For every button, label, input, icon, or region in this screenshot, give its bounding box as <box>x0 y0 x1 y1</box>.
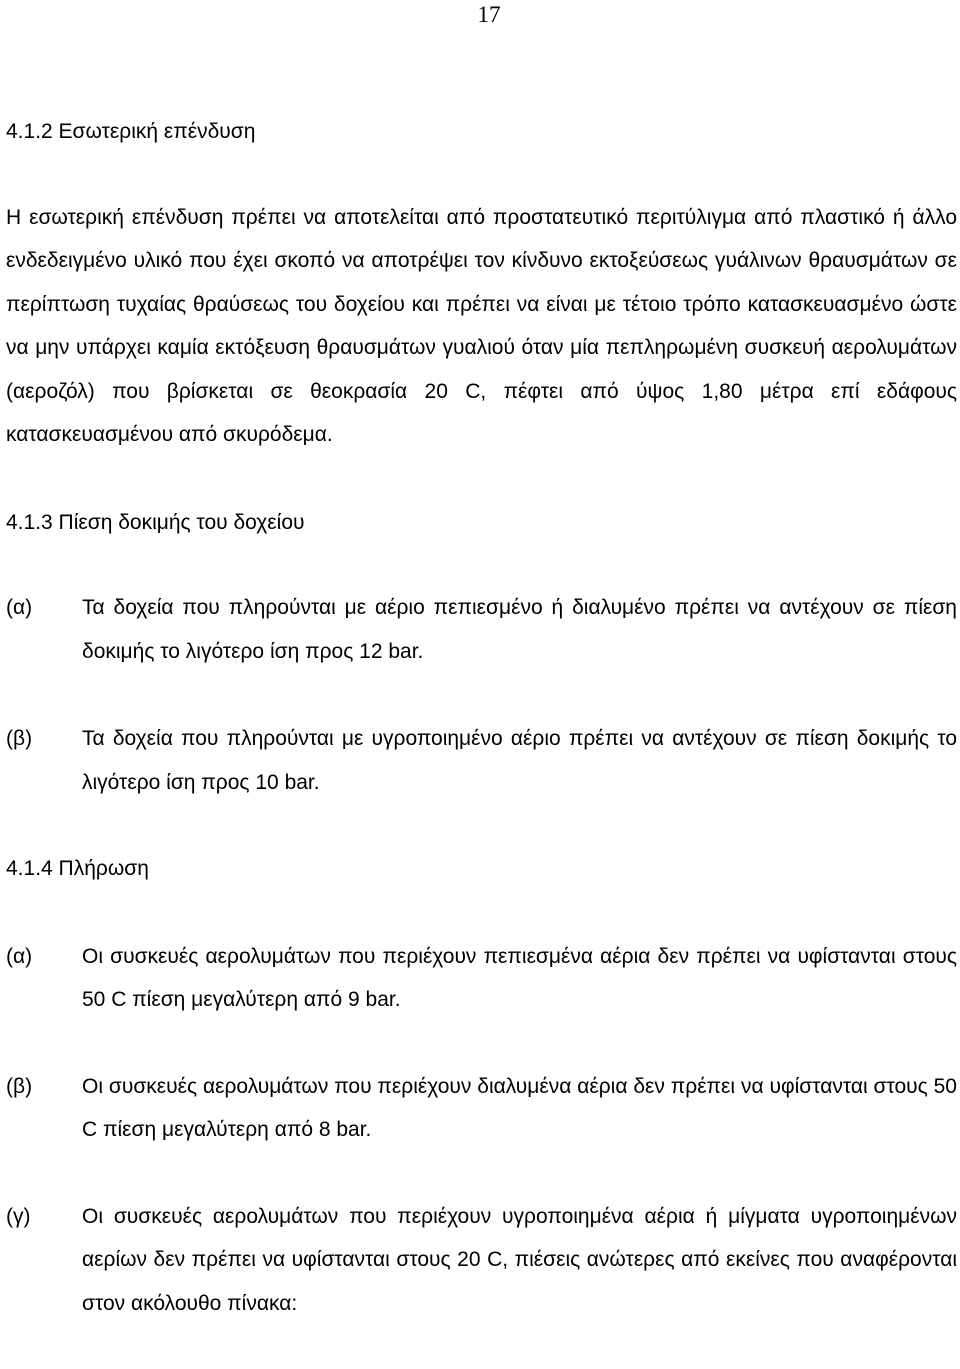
spacer <box>6 1152 957 1195</box>
list-item-label: (α) <box>6 596 33 619</box>
list-item-label: (γ) <box>6 1204 31 1228</box>
spacer <box>6 154 957 196</box>
spacer <box>6 891 957 935</box>
list-item-text: Οι συσκευές αερολυμάτων που περιέχουν υγροποιημένα αέρια ή μίγματα υγροποιημένων αερίων δεν πρέπει να υφίστανται στους 20 C, πιέσεις ανώτερες από εκείνες που αναφέρονται στον ακόλουθο πίνακα: <box>82 1204 957 1315</box>
list-item-label: (β) <box>6 1074 33 1098</box>
list-item <box>6 717 957 804</box>
section-heading-4-1-3: 4.1.3 Πίεση δοκιμής του δοχείου <box>6 510 305 534</box>
list-item <box>6 1195 957 1326</box>
spacer <box>6 544 957 586</box>
inner-lining-paragraph: Η εσωτερική επένδυση πρέπει να αποτελείται από προστατευτικό περιτύλιγμα από πλαστικό ή άλλο ενδεδειγμένο υλικό που έχει σκοπό να αποτρέψει τον κίνδυνο εκτοξεύσεως γυάλινων θραυσμάτων σε περίπτωση τυχαίας θραύσεως του δοχείου και πρέπει να είναι με τέτοιο τρόπο κατασκευασμένο ώστε να μην υπάρχει καμία εκτόξευση θραυσμάτων γυαλιού όταν μία πεπληρωμένη συσκευή αερολυμάτων (αεροζόλ) που βρίσκεται σε θεοκρασία 20 C, πέφτει από ύψος 1,80 μέτρα επί εδάφους κατασκευασμένου από σκυρόδεμα. <box>6 205 957 446</box>
list-item <box>6 1065 957 1152</box>
list-item-label: (β) <box>6 727 33 750</box>
list-item-text: Τα δοχεία που πληρούνται με υγροποιημένο αέριο πρέπει να αντέχουν σε πίεση δοκιμής το λιγότερο ίση προς 10 bar. <box>82 727 957 794</box>
list-item-text: Τα δοχεία που πληρούνται με αέριο πεπιεσμένο ή διαλυμένο πρέπει να αντέχουν σε πίεση δοκιμής το λιγότερο ίση προς 12 bar. <box>82 596 957 663</box>
spacer <box>6 804 957 847</box>
spacer <box>6 1022 957 1065</box>
list-item-text: Οι συσκευές αερολυμάτων που περιέχουν διαλυμένα αέρια δεν πρέπει να υφίστανται στους 50 C πίεση μεγαλύτερη από 8 bar. <box>82 1074 957 1141</box>
spacer <box>6 457 957 501</box>
document-body <box>6 110 957 1325</box>
list-item <box>6 935 957 1022</box>
page-number: 17 <box>477 2 501 27</box>
section-heading-4-1-2: 4.1.2 Εσωτερική επένδυση <box>6 120 256 143</box>
section-heading-4-1-4: 4.1.4 Πλήρωση <box>6 857 149 880</box>
spacer <box>6 673 957 717</box>
list-item <box>6 586 957 673</box>
list-item-text: Οι συσκευές αερολυμάτων που περιέχουν πεπιεσμένα αέρια δεν πρέπει να υφίστανται στους 50 C πίεση μεγαλύτερη από 9 bar. <box>82 944 957 1011</box>
list-item-label: (α) <box>6 944 33 968</box>
